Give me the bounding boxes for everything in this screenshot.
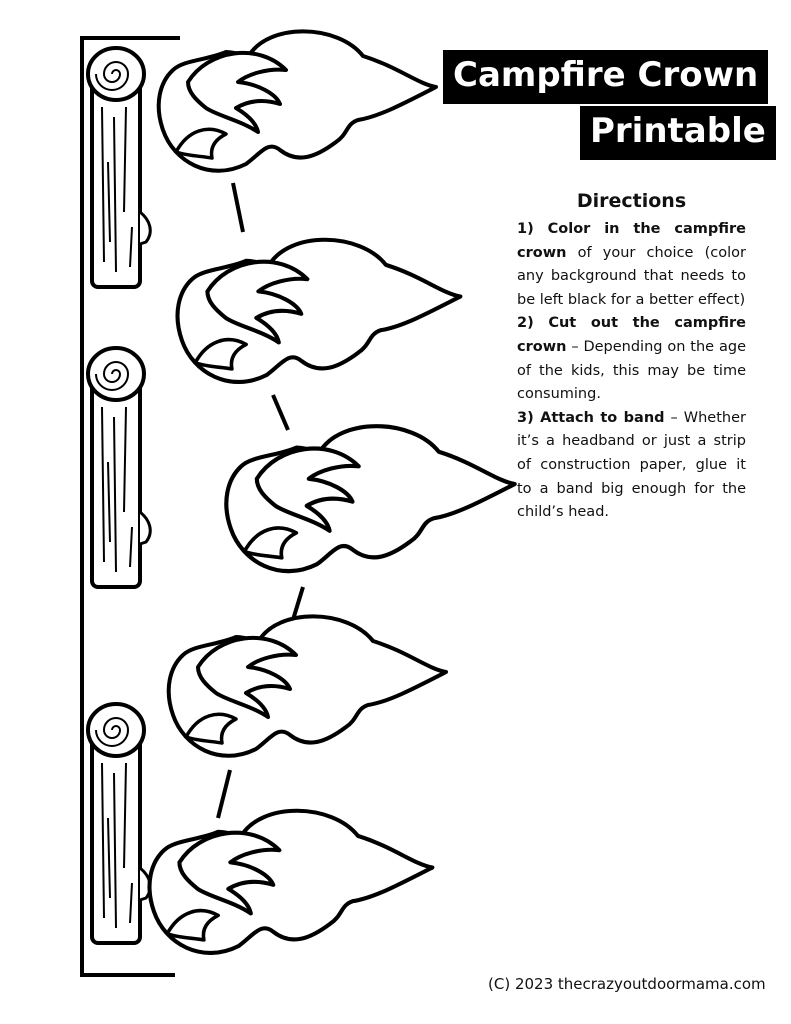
connector-2	[273, 395, 288, 430]
direction-step-3	[517, 407, 746, 525]
step-3-text: – Whether it’s a headband or just a strip of construction paper, glue it to a band big enough for the child’s head.	[517, 409, 746, 521]
connector-1	[233, 183, 243, 232]
log-2	[88, 348, 150, 587]
page-title-line-2: Printable	[580, 106, 776, 160]
page-title-line-1: Campfire Crown	[443, 50, 768, 104]
step-2-text: – Depending on the age of the kids, this may be time consuming.	[517, 338, 746, 403]
direction-step-1	[517, 218, 746, 312]
flame-5	[150, 811, 433, 953]
connector-4	[218, 770, 230, 818]
flame-4	[169, 616, 446, 755]
log-1	[88, 48, 150, 287]
flame-3	[226, 426, 514, 571]
copyright-footer: (C) 2023 thecrazyoutdoormama.com	[488, 975, 766, 993]
flame-1	[159, 31, 436, 170]
flame-2	[178, 240, 461, 382]
log-3	[88, 704, 150, 943]
step-2-label: 2) Cut out the campfire crown	[517, 315, 746, 355]
step-3-label: 3) Attach to band	[517, 409, 665, 426]
directions-panel	[517, 190, 746, 525]
step-1-text: of your choice (color any background that needs to be left black for a better effect)	[517, 244, 746, 308]
step-1-label: 1) Color in the campfire crown	[517, 221, 746, 261]
direction-step-2	[517, 312, 746, 406]
directions-heading: Directions	[576, 190, 687, 212]
